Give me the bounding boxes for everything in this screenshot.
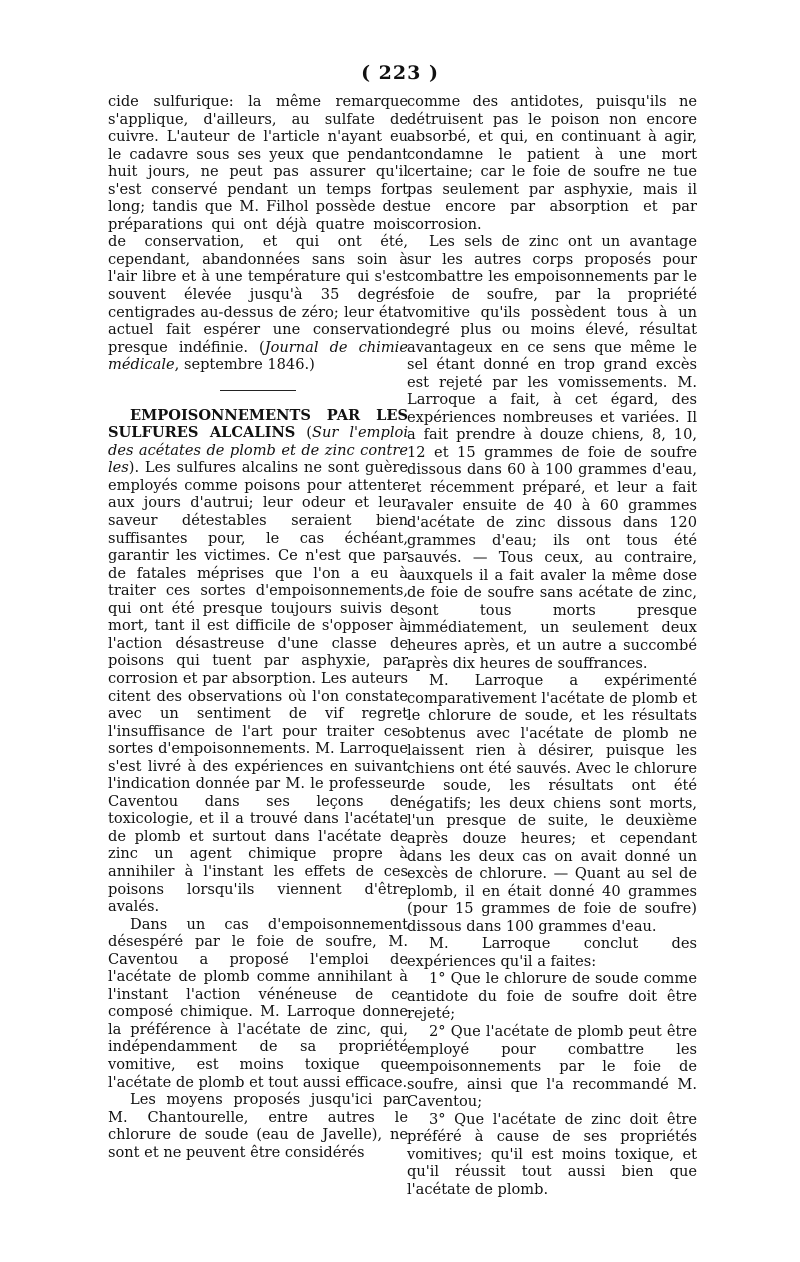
conclusion-3: 3° Que l'acétate de zinc doit être préféré à cause de ses propriétés vomitives; qu'il est moins toxique, et qu'il réussit tout aussi bien que l'acétate de plomb. (407, 1110, 697, 1198)
subtitle-close: ). (128, 459, 140, 477)
paragraph-right-4: M. Larroque conclut des expériences qu'il a faites: (407, 935, 697, 970)
citation-journal: Journal de chimie médicale (108, 338, 408, 374)
left-column (108, 93, 408, 1161)
section-divider (220, 390, 296, 391)
paragraph-text: Les sulfures alcalins ne sont guère employés comme poisons pour attenter aux jours d'autrui; leur odeur et leur saveur détestables seraient bien suffisantes pour, le cas échéant, garantir les victimes. Ce n'est que par de fatales méprises que l'on a eu à traiter ces sortes d'empoisonnements, qui ont été presque toujours suivis de mort, tant il est difficile de s'opposer à l'action désastreuse d'une classe de poisons qui tuent par asphyxie, par corrosion et par absorption. Les auteurs citent des observations où l'on constate avec un sentiment de vif regret l'insuffisance de l'art pour traiter ces sortes d'empoisonnements. M. Larroque s'est livré à des expériences en suivant l'indication donnée par M. le professeur Caventou dans ses leçons de toxicologie, et il a trouvé dans l'acétate de plomb et surtout dans l'acétate de zinc un agent chimique propre à annihiler à l'instant les effets de ces poisons lorsqu'ils viennent d'être avalés. (108, 459, 408, 916)
subtitle-open: ( (295, 424, 313, 442)
paragraph-right-3: M. Larroque a expérimenté comparativement l'acétate de plomb et le chlorure de soude, et les résultats obtenus avec l'acétate de plomb ne laissent rien à désirer, puisque les chiens ont été sauvés. Avec le chlorure de soude, les résultats ont été négatifs; les deux chiens sont morts, l'un presque de suite, le deuxième après douze heures; et cependant dans les deux cas on avait donné un excès de chlorure. — Quant au sel de plomb, il en était donné 40 grammes (pour 15 grammes de foie de soufre) dissous dans 100 grammes d'eau. (407, 672, 697, 935)
section-heading: EMPOISONNEMENTS PAR LES SULFURES ALCALINS (108, 406, 408, 442)
paragraph-left-4: Les moyens proposés jusqu'ici par M. Chantourelle, entre autres le chlorure de soude (eau de Javelle), ne sont et ne peuvent être considérés (108, 1091, 408, 1161)
section-subtitle: Sur l'emploi des acétates de plomb et de zinc contre les (108, 424, 408, 477)
paragraph-left-1 (108, 93, 408, 374)
citation-close: , septembre 1846.) (174, 356, 315, 374)
paragraph-right-2: Les sels de zinc ont un avantage sur les autres corps proposés pour combattre les empoisonnements par le foie de soufre, par la propriété vomitive qu'ils possèdent tous à un degré plus ou moins élevé, résultat avantageux en ce sens que même le sel étant donné en trop grand excès est rejeté par les vomissements. M. Larroque a fait, à cet égard, des expériences nombreuses et variées. Il a fait prendre à douze chiens, 8, 10, 12 et 15 grammes de foie de soufre dissous dans 60 à 100 grammes d'eau, et récemment préparé, et leur a fait avaler ensuite de 40 à 60 grammes d'acétate de zinc dissous dans 120 grammes d'eau; ils ont tous été sauvés. — Tous ceux, au contraire, auxquels il a fait avaler la même dose de foie de soufre sans acétate de zinc, sont tous morts presque immédiatement, un seulement deux heures après, et un autre a succombé après dix heures de souffrances. (407, 233, 697, 672)
right-column (407, 93, 697, 1198)
conclusion-2: 2° Que l'acétate de plomb peut être employé pour combattre les empoisonnements par le foie de soufre, ainsi que l'a recommandé M. Caventou; (407, 1022, 697, 1111)
page-number: ( 223 ) (361, 62, 439, 84)
paragraph-left-2 (108, 407, 408, 916)
citation-open: ( (259, 338, 265, 356)
paragraph-left-3: Dans un cas d'empoisonnement désespéré par le foie de soufre, M. Caventou a proposé l'emploi de l'acétate de plomb comme annihilant à l'instant l'action vénéneuse de ce composé chimique. M. Larroque donne la préférence à l'acétate de zinc, qui, indépendamment de sa propriété vomitive, est moins toxique que l'acétate de plomb et tout aussi efficace. (108, 915, 408, 1091)
paragraph-text: cide sulfurique: la même remarque s'applique, d'ailleurs, au sulfate de cuivre. L'auteur de l'article n'ayant eu le cadavre sous ses yeux que pendant huit jours, ne peut pas assurer qu'il s'est conservé pendant un temps fort long; tandis que M. Filhol possède des préparations qui ont déjà quatre mois de conservation, et qui ont été, cependant, abandonnées sans soin à l'air libre et à une température qui s'est souvent élevée jusqu'à 35 degrés centigrades au-dessus de zéro; leur état actuel fait espérer une conservation presque indéfinie. (108, 93, 408, 356)
paragraph-right-1: comme des antidotes, puisqu'ils ne détruisent pas le poison non encore absorbé, et qui, en continuant à agir, condamne le patient à une mort certaine; car le foie de soufre ne tue pas seulement par asphyxie, mais il tue encore par absorption et par corrosion. (407, 93, 697, 233)
conclusion-1: 1° Que le chlorure de soude comme antidote du foie de soufre doit être rejeté; (407, 970, 697, 1023)
